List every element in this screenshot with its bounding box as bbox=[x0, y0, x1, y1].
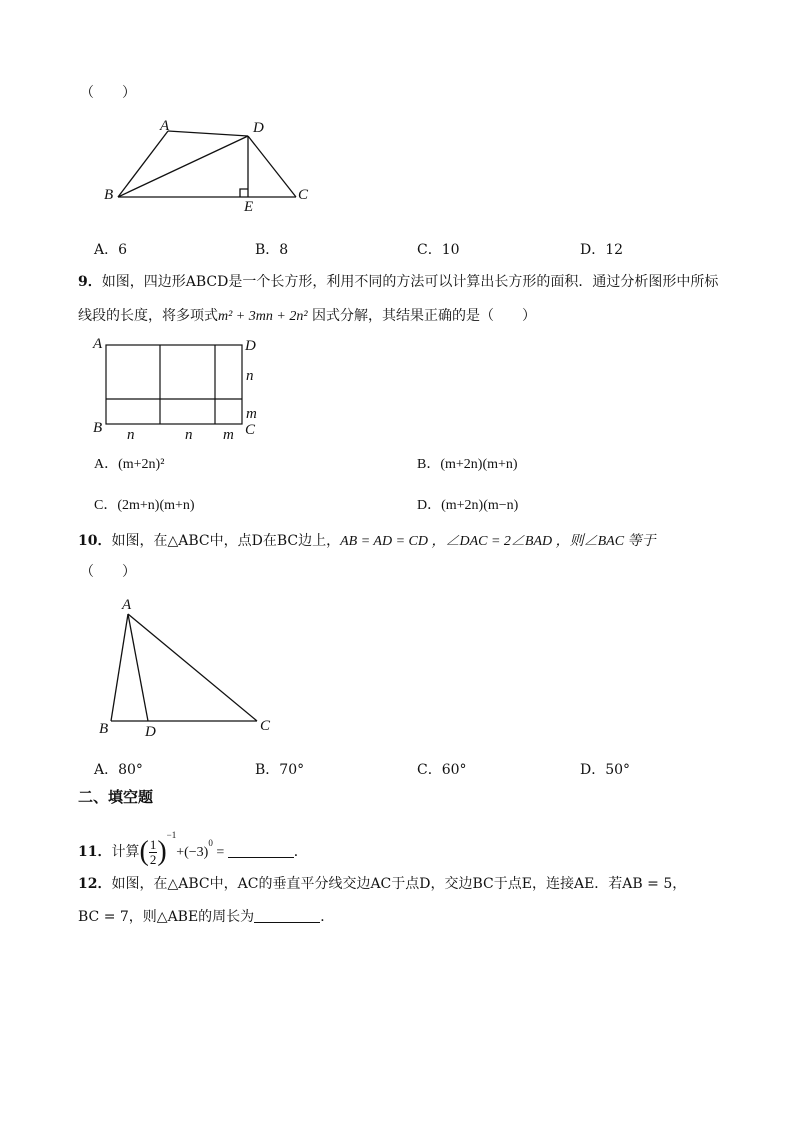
q8-side-ab bbox=[118, 131, 168, 197]
q9-text-line1: 如图，四边形ABCD是一个长方形，利用不同的方法可以计算出长方形的面积．通过分析图形中所标 bbox=[101, 274, 719, 290]
q9-label-n1: n bbox=[127, 427, 135, 443]
q9-text-line2-pre: 线段的长度，将多项式 bbox=[78, 308, 218, 324]
q8-label-d: D bbox=[253, 120, 264, 136]
q11-exponent-1: −1 bbox=[166, 830, 177, 840]
q8-option-b[interactable]: B．8 bbox=[255, 242, 289, 258]
q9-option-b[interactable]: B．(m+2n)(m+n) bbox=[417, 457, 518, 472]
q8-label-b: B bbox=[104, 187, 114, 203]
q11-equals: = bbox=[212, 845, 228, 860]
q8-right-angle-mark bbox=[240, 189, 248, 197]
q10-label-a: A bbox=[122, 597, 132, 613]
q11-right-paren: ) bbox=[157, 836, 167, 867]
q9-option-d[interactable]: D．(m+2n)(m−n) bbox=[417, 498, 519, 513]
q8-answer-paren: （ ） bbox=[80, 85, 136, 101]
q10-number: 10． bbox=[78, 533, 112, 549]
q12-number: 12． bbox=[78, 876, 112, 892]
q9-label-a: A bbox=[93, 336, 103, 352]
q9-number: 9． bbox=[78, 274, 102, 290]
q12-text-line1: 如图，在△ABC中，AC的垂直平分线交边AC于点D，交边BC于点E，连接AE．若AB = 5， bbox=[111, 876, 687, 892]
section-title-fill-in: 二、填空题 bbox=[78, 788, 154, 806]
q9-option-c[interactable]: C．(2m+n)(m+n) bbox=[94, 498, 195, 513]
q10-option-c[interactable]: C．60° bbox=[417, 762, 467, 778]
q10-option-b[interactable]: B．70° bbox=[255, 762, 305, 778]
q11-number: 11． bbox=[78, 844, 112, 860]
q10-side-ac bbox=[128, 614, 257, 721]
q10-option-a[interactable]: A．80° bbox=[94, 762, 143, 778]
q12-text-line2: BC = 7，则△ABE的周长为 bbox=[78, 909, 255, 925]
q9-line2 bbox=[78, 305, 536, 325]
q9-polynomial: m² + 3mn + 2n² bbox=[218, 309, 308, 324]
q9-label-m-bottom: m bbox=[223, 427, 234, 443]
q10-label-d: D bbox=[145, 724, 156, 740]
q11-answer-blank[interactable] bbox=[228, 843, 294, 858]
q9-rectangle-abcd bbox=[106, 345, 242, 424]
q8-side-ad bbox=[168, 131, 248, 136]
q10-condition: AB = AD = CD ，∠DAC = 2∠BAD ，则∠BAC 等于 bbox=[340, 534, 656, 549]
q9-label-d: D bbox=[245, 338, 256, 354]
q11-fraction-numerator: 1 bbox=[149, 836, 157, 852]
q8-option-c[interactable]: C．10 bbox=[417, 242, 460, 258]
q10-figure bbox=[100, 605, 280, 735]
q9-label-c: C bbox=[245, 422, 256, 438]
q10-answer-paren: （ ） bbox=[80, 564, 136, 580]
q8-label-a: A bbox=[160, 118, 170, 134]
q9-text-line2-post: 因式分解，其结果正确的是（ ） bbox=[307, 308, 536, 324]
q11-fraction-denominator: 2 bbox=[149, 851, 157, 867]
q11-text: 计算 bbox=[111, 844, 140, 860]
q8-option-d[interactable]: D．12 bbox=[580, 242, 624, 258]
q8-diagonal-bd bbox=[118, 136, 248, 197]
q11-exponent-2: 0 bbox=[208, 838, 213, 848]
q11-left-paren: ( bbox=[139, 836, 149, 867]
q9-label-n-right: n bbox=[246, 368, 254, 384]
q9-line1 bbox=[78, 271, 718, 291]
q10-label-c: C bbox=[260, 718, 271, 734]
q10-text-a: 如图，在△ABC中，点D在BC边上， bbox=[111, 533, 341, 549]
q8-label-e: E bbox=[244, 199, 254, 215]
q12-line2 bbox=[78, 906, 334, 926]
q12-end: ． bbox=[320, 909, 335, 925]
q10-side-ab bbox=[111, 614, 128, 721]
q9-option-a[interactable]: A．(m+2n)² bbox=[94, 457, 165, 472]
q11-rest: +(−3) bbox=[176, 845, 209, 860]
q11-line bbox=[78, 815, 308, 867]
q8-option-a[interactable]: A．6 bbox=[94, 242, 128, 258]
q9-label-b: B bbox=[93, 420, 103, 436]
q8-side-dc bbox=[248, 136, 296, 197]
q12-answer-blank[interactable] bbox=[254, 908, 320, 923]
q9-figure bbox=[100, 340, 250, 430]
q11-end: ． bbox=[293, 844, 308, 860]
q10-segment-ad bbox=[128, 614, 148, 721]
q10-label-b: B bbox=[99, 721, 109, 737]
q10-line1 bbox=[78, 530, 656, 550]
q9-label-n2: n bbox=[185, 427, 193, 443]
q9-label-m-right: m bbox=[246, 406, 257, 422]
q12-line1 bbox=[78, 873, 686, 893]
q10-option-d[interactable]: D．50° bbox=[580, 762, 631, 778]
q8-label-c: C bbox=[298, 187, 309, 203]
